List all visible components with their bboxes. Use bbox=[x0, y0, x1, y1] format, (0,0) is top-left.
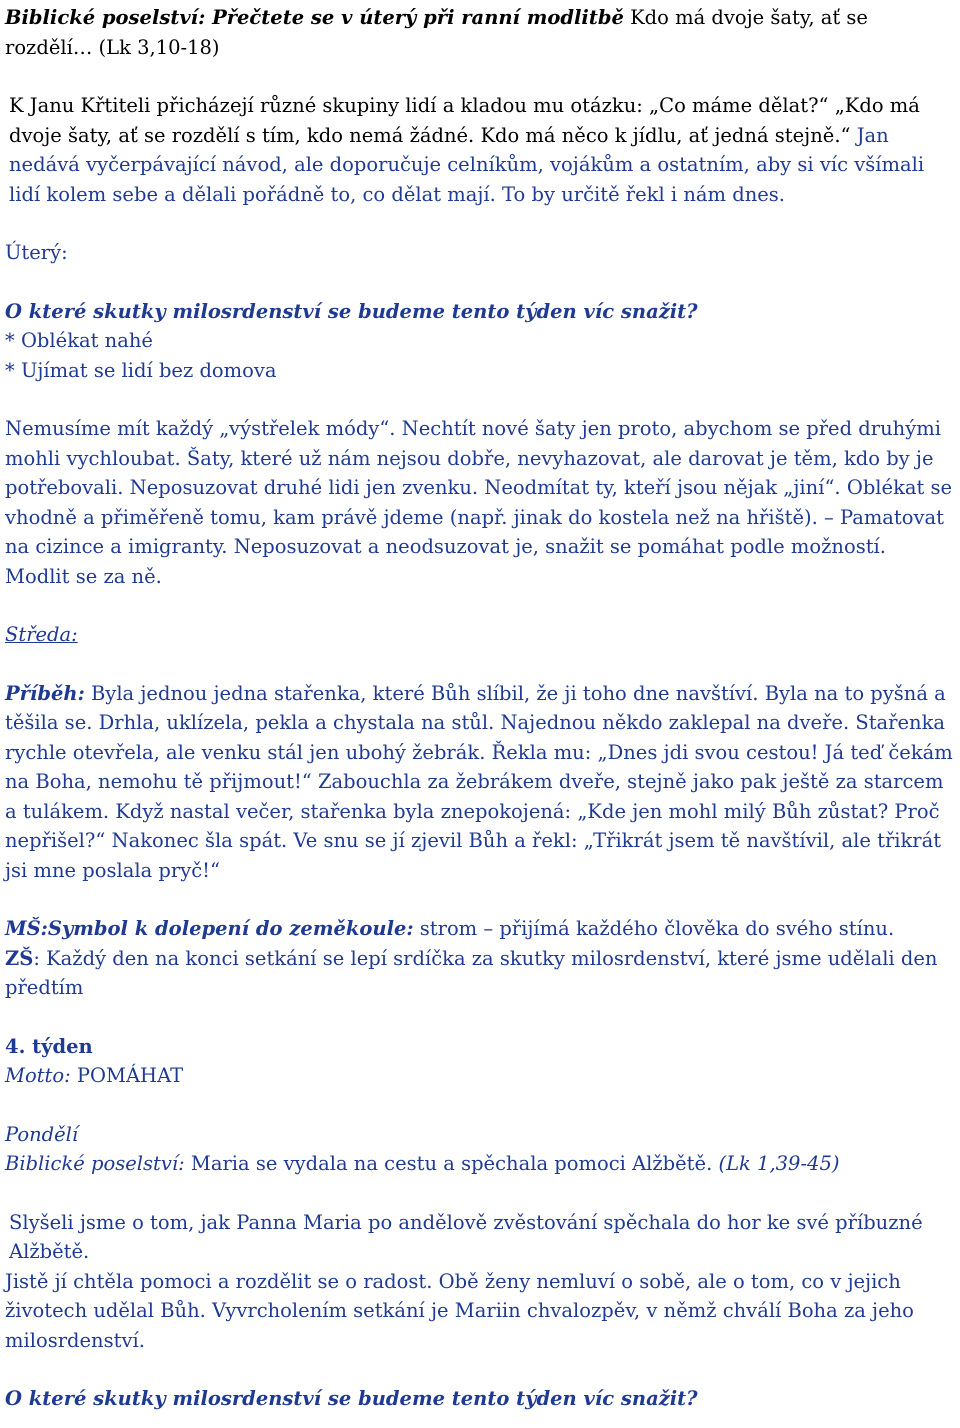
symbol-zs-label: ZŠ bbox=[5, 946, 34, 970]
monday-paragraph-2: Jistě jí chtěla pomoci a rozdělit se o radost. Obě ženy nemluví o sobě, ale o tom, co v jejich životech udělal Bůh. Vyvrcholením setkání je Mariin chvalozpěv, v němž chválí Boha za jeho milosrdenství. bbox=[5, 1269, 914, 1352]
intro-paragraph bbox=[5, 91, 954, 209]
symbol-zs-text: : Každý den na konci setkání se lepí srdíčka za skutky milosrdenství, které jsme udělali den předtím bbox=[5, 946, 938, 999]
tuesday-heading: Úterý: bbox=[5, 241, 68, 264]
bible-message-label: Biblické poselství: Přečtete se v úterý při ranní modlitbě bbox=[5, 6, 624, 29]
tuesday-question: O které skutky milosrdenství se budeme tento týden víc snažit? bbox=[5, 299, 698, 323]
symbol-ms-label: MŠ:Symbol k dolepení do zeměkoule: bbox=[5, 917, 414, 940]
bible-message-text: Kdo má dvoje šaty, ať se rozdělí… (Lk 3,10-18) bbox=[5, 6, 868, 59]
monday-bible-text: Maria se vydala na cestu a spěchala pomoci Alžbětě. bbox=[190, 1152, 713, 1175]
motto-label: Motto: bbox=[5, 1064, 71, 1087]
tuesday-paragraph: Nemusíme mít každý „výstřelek módy“. Nechtít nové šaty jen proto, abychom se před druhými mohli vychloubat. Šaty, které už nám nejsou dobře, nevyhazovat, ale darovat je těm, kdo by je potřebovali. Neposuzovat druhé lidi jen zvenku. Neodmítat ty, kteří jsou nějak „jiní“. Oblékat se vhodně a přiměřeně tomu, kam právě jdeme (např. jinak do kostela než na hřiště). – Pamatovat na cizince a imigranty. Neposuzovat a neodsuzovat je, snažit se pomáhat podle možností. Modlit se za ně. bbox=[5, 417, 953, 588]
monday-bible-message bbox=[5, 1149, 954, 1179]
symbol-ms-text: strom – přijímá každého člověka do svého stínu. bbox=[419, 917, 895, 940]
wednesday-heading: Středa: bbox=[5, 623, 78, 646]
symbol-ms-line bbox=[5, 914, 954, 944]
intro-text: K Janu Křtiteli přicházejí různé skupiny lidí a kladou mu otázku: „Co máme dělat?“ „Kdo má dvoje šaty, ať se rozdělí s tím, kdo nemá žádné. Kdo má něco k jídlu, ať jedná stejně.“ bbox=[9, 94, 920, 147]
story-label: Příběh: bbox=[5, 681, 85, 705]
works-item: * Ujímat se lidí bez domova bbox=[5, 358, 277, 382]
monday-question: O které skutky milosrdenství se budeme tento týden víc snažit? bbox=[5, 1387, 698, 1410]
story-paragraph bbox=[5, 679, 954, 886]
works-item: * Oblékat nahé bbox=[5, 329, 153, 352]
symbol-zs-line bbox=[5, 944, 954, 1003]
monday-bible-ref: (Lk 1,39-45) bbox=[718, 1152, 840, 1175]
week-title: 4. týden bbox=[5, 1034, 93, 1058]
motto-text: POMÁHAT bbox=[76, 1064, 184, 1087]
intro-commentary: Jan nedává vyčerpávající návod, ale doporučuje celníkům, vojákům a ostatním, aby si víc všímali lidí kolem sebe a dělali pořádně to, co dělat mají. To by určitě řekl i nám dnes. bbox=[9, 123, 925, 206]
bible-message-intro bbox=[5, 3, 954, 62]
story-text: Byla jednou jedna stařenka, které Bůh slíbil, že ji toho dne navštíví. Byla na to pyšná a těšila se. Drhla, uklízela, pekla a chystala na stůl. Najednou někdo zaklepal na dveře. Stařenka rychle otevřela, ale venku stál jen ubohý žebrák. Řekla mu: „Dnes jdi svou cestou! Já teď čekám na Boha, nemohu tě přijmout!“ Zabouchla za žebrákem dveře, stejně jako pak ještě za starcem a tulákem. Když nastal večer, stařenka byla znepokojená: „Kde jen mohl milý Bůh zůstat? Proč nepřišel?“ Nakonec šla spát. Ve snu se jí zjevil Bůh a řekl: „Třikrát jsem tě navštívil, ale třikrát jsi mne poslala pryč!“ bbox=[5, 681, 953, 882]
monday-paragraph-1: Slyšeli jsme o tom, jak Panna Maria po andělově zvěstování spěchala do hor ke své příbuzné Alžbětě. bbox=[9, 1210, 923, 1263]
monday-heading: Pondělí bbox=[5, 1122, 79, 1146]
motto-line bbox=[5, 1061, 954, 1091]
monday-bible-label: Biblické poselství: bbox=[5, 1152, 185, 1175]
